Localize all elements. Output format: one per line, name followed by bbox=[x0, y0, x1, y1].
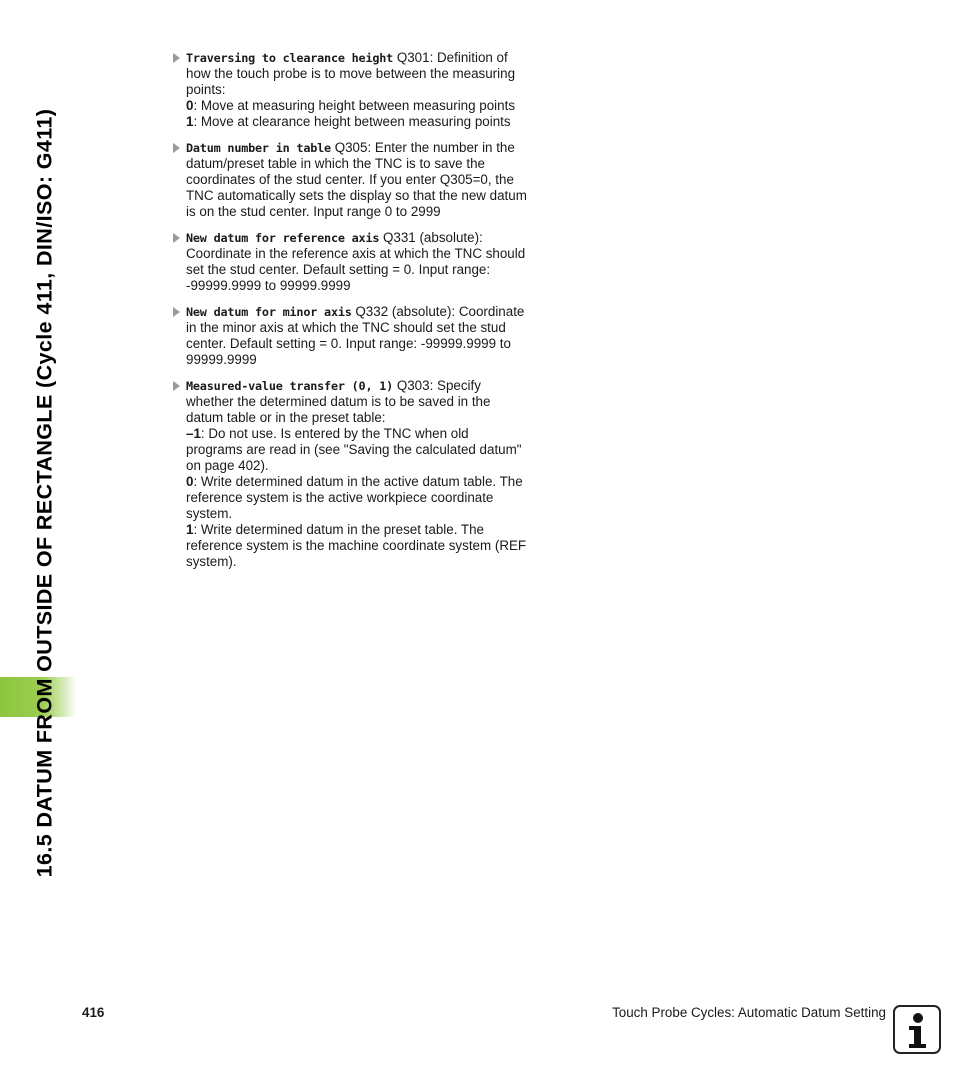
triangle-bullet-icon bbox=[173, 381, 180, 391]
param-option: 0: Write determined datum in the active datum table. The reference system is the active workpiece coordinate system. bbox=[186, 474, 523, 521]
param-item bbox=[172, 378, 528, 570]
running-header bbox=[20, 50, 70, 935]
param-option: 1: Move at clearance height between measuring points bbox=[186, 114, 511, 129]
param-name: New datum for minor axis bbox=[186, 305, 352, 319]
param-option: –1: Do not use. Is entered by the TNC when old programs are read in (see "Saving the calculated datum" on page 402). bbox=[186, 426, 522, 473]
param-option: 1: Write determined datum in the preset table. The reference system is the machine coordinate system (REF system). bbox=[186, 522, 527, 569]
triangle-bullet-icon bbox=[173, 233, 180, 243]
triangle-bullet-icon bbox=[173, 143, 180, 153]
info-icon bbox=[893, 1005, 941, 1054]
param-option: 0: Move at measuring height between measuring points bbox=[186, 98, 516, 113]
chapter-footer: Touch Probe Cycles: Automatic Datum Setting bbox=[612, 1005, 886, 1020]
triangle-bullet-icon bbox=[173, 53, 180, 63]
param-name: Measured-value transfer (0, 1) bbox=[186, 379, 394, 393]
param-item bbox=[172, 50, 528, 130]
page-number: 416 bbox=[82, 1005, 105, 1020]
section-title: 16.5 DATUM FROM OUTSIDE OF RECTANGLE (Cycle 411, DIN/ISO: G411) bbox=[32, 108, 57, 877]
triangle-bullet-icon bbox=[173, 307, 180, 317]
param-name: New datum for reference axis bbox=[186, 231, 380, 245]
param-desc: Q303: Specify whether the determined datum is to be saved in the datum table or in the preset table: bbox=[186, 378, 491, 425]
param-item bbox=[172, 230, 528, 294]
param-desc: Q331 (absolute): Coordinate in the reference axis at which the TNC should set the stud center. Default setting = 0. Input range: -99999.9999 to 99999.9999 bbox=[186, 230, 526, 293]
param-name: Traversing to clearance height bbox=[186, 51, 394, 65]
parameter-list bbox=[172, 50, 528, 580]
param-name: Datum number in table bbox=[186, 141, 331, 155]
param-item bbox=[172, 304, 528, 368]
param-item bbox=[172, 140, 528, 220]
param-desc: Q301: Definition of how the touch probe is to move between the measuring points: bbox=[186, 50, 516, 97]
param-desc: Q332 (absolute): Coordinate in the minor axis at which the TNC should set the stud center. Default setting = 0. Input range: -99999.9999 to 99999.9999 bbox=[186, 304, 525, 367]
param-desc: Q305: Enter the number in the datum/preset table in which the TNC is to save the coordinates of the stud center. If you enter Q305=0, the TNC automatically sets the display so that the new datum is on the stud center. Input range 0 to 2999 bbox=[186, 140, 527, 219]
